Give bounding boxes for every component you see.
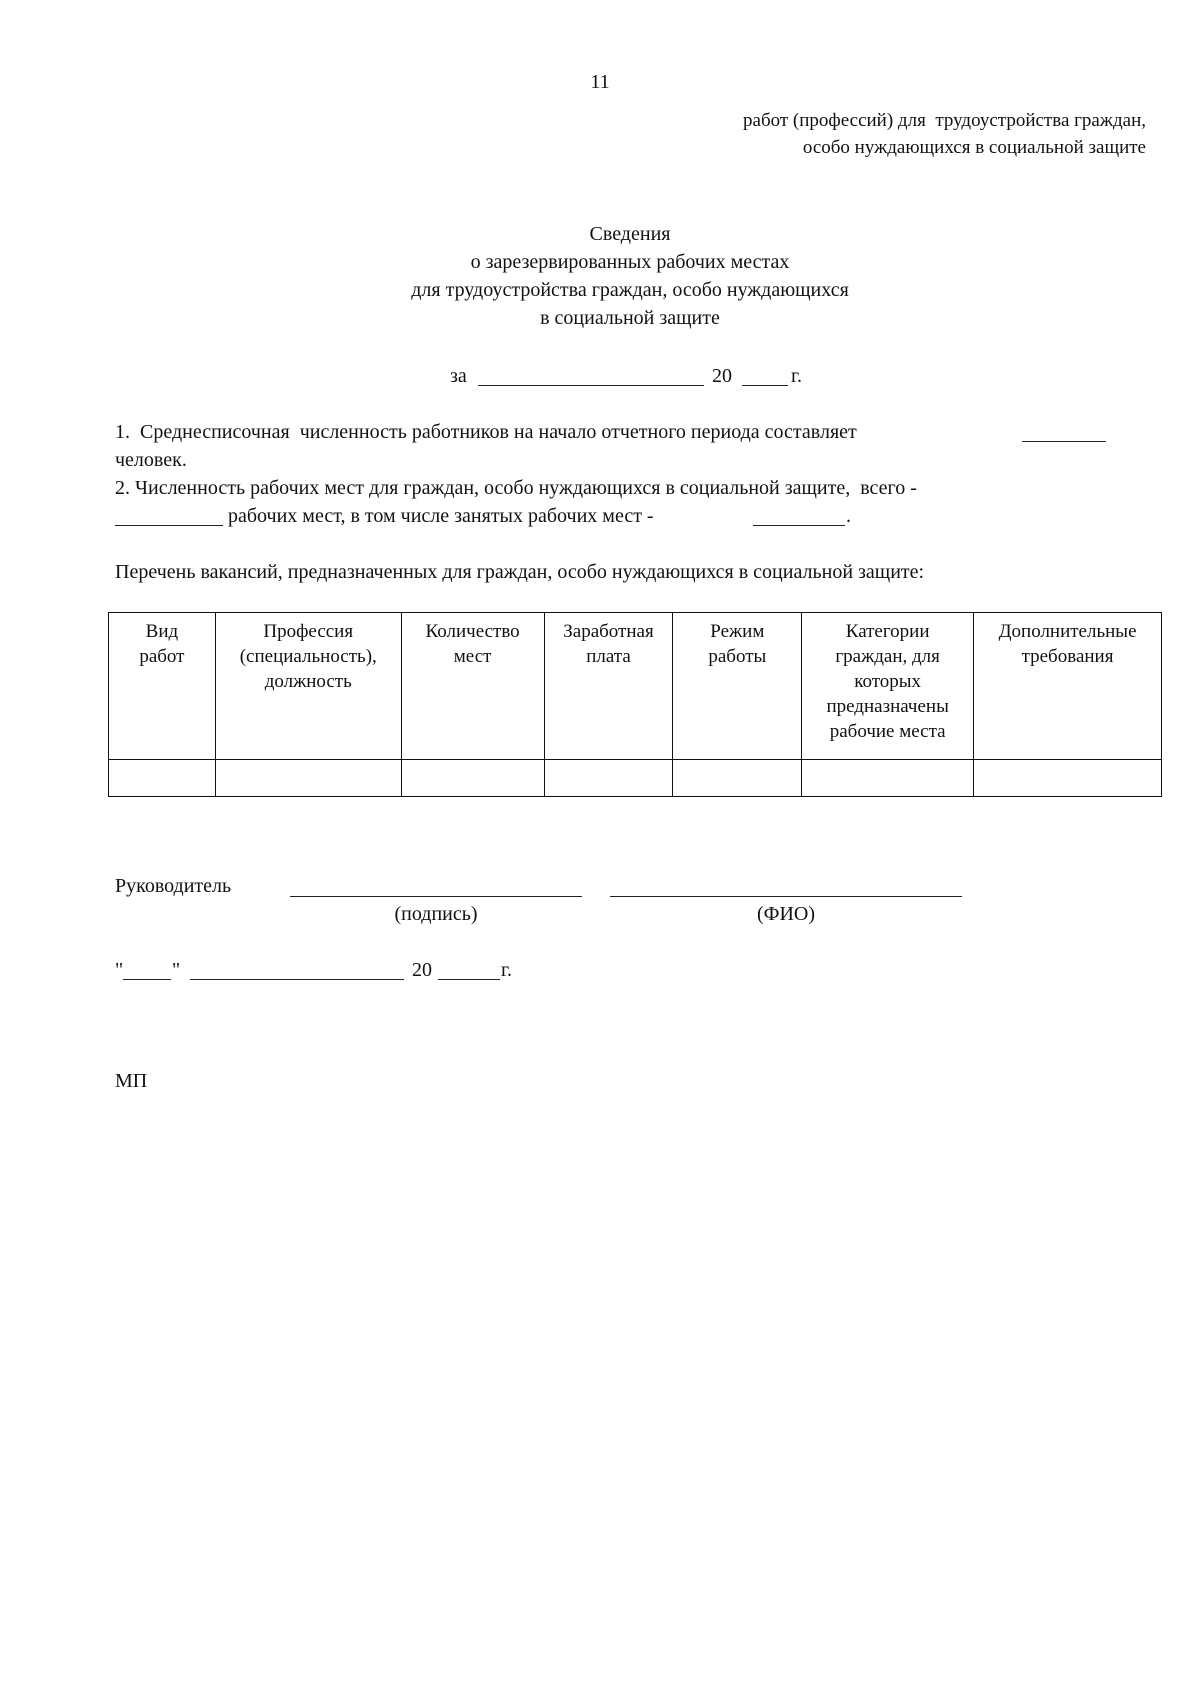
date-year-prefix: 20 bbox=[412, 959, 432, 981]
table-header-row bbox=[109, 613, 1162, 760]
signature-caption: (подпись) bbox=[394, 903, 478, 925]
vacancies-table bbox=[108, 612, 1162, 797]
item-1-text: 1. Среднесписочная численность работников на начало отчетного периода составляет bbox=[115, 421, 857, 443]
period-suffix: г. bbox=[791, 365, 802, 387]
header-line-2: особо нуждающихся в социальной защите bbox=[802, 137, 1146, 158]
vacancies-intro: Перечень вакансий, предназначенных для граждан, особо нуждающихся в социальной защите: bbox=[115, 561, 925, 583]
header-work-mode: Режим работы bbox=[673, 613, 802, 760]
item-2-end: . bbox=[846, 505, 851, 527]
item-2-total-blank[interactable] bbox=[115, 525, 223, 526]
date-day-blank[interactable] bbox=[123, 979, 171, 980]
date-close-quote: " bbox=[172, 959, 181, 981]
item-2-text: 2. Численность рабочих мест для граждан, особо нуждающихся в социальной защите, всего - bbox=[115, 477, 917, 499]
date-open-quote: " bbox=[115, 959, 124, 981]
header-requirements: Дополнительные требования bbox=[974, 613, 1162, 760]
table-cell[interactable] bbox=[215, 760, 401, 797]
table-cell[interactable] bbox=[802, 760, 974, 797]
period-blank[interactable] bbox=[478, 385, 704, 386]
item-1-blank[interactable] bbox=[1022, 441, 1106, 442]
document-title: Сведения bbox=[589, 223, 671, 245]
period-year-prefix: 20 bbox=[712, 365, 732, 387]
name-caption: (ФИО) bbox=[756, 903, 815, 925]
signature-role: Руководитель bbox=[115, 875, 232, 897]
document-subtitle-2: для трудоустройства граждан, особо нуждающихся bbox=[411, 279, 849, 301]
signature-blank[interactable] bbox=[290, 896, 582, 897]
header-quantity: Количество мест bbox=[401, 613, 544, 760]
table-cell[interactable] bbox=[974, 760, 1162, 797]
stamp-label: МП bbox=[115, 1070, 148, 1092]
period-year-blank[interactable] bbox=[742, 385, 788, 386]
period-prefix: за bbox=[450, 365, 467, 387]
table-cell[interactable] bbox=[109, 760, 216, 797]
item-2-text-cont: рабочих мест, в том числе занятых рабочих мест - bbox=[228, 505, 654, 527]
header-work-type: Вид работ bbox=[109, 613, 216, 760]
item-1-unit: человек. bbox=[115, 449, 187, 471]
document-subtitle-3: в социальной защите bbox=[540, 307, 720, 329]
page-number: 11 bbox=[590, 71, 610, 93]
header-profession: Профессия (специальность), должность bbox=[215, 613, 401, 760]
date-suffix: г. bbox=[501, 959, 512, 981]
header-categories: Категории граждан, для которых предназначены рабочие места bbox=[802, 613, 974, 760]
table-row bbox=[109, 760, 1162, 797]
document-subtitle-1: о зарезервированных рабочих местах bbox=[470, 251, 790, 273]
table-cell[interactable] bbox=[401, 760, 544, 797]
header-line-1: работ (профессий) для трудоустройства граждан, bbox=[743, 110, 1146, 131]
name-blank[interactable] bbox=[610, 896, 962, 897]
table-cell[interactable] bbox=[544, 760, 673, 797]
date-month-blank[interactable] bbox=[190, 979, 404, 980]
item-2-occupied-blank[interactable] bbox=[753, 525, 845, 526]
header-salary: Заработная плата bbox=[544, 613, 673, 760]
date-year-blank[interactable] bbox=[438, 979, 500, 980]
table-cell[interactable] bbox=[673, 760, 802, 797]
